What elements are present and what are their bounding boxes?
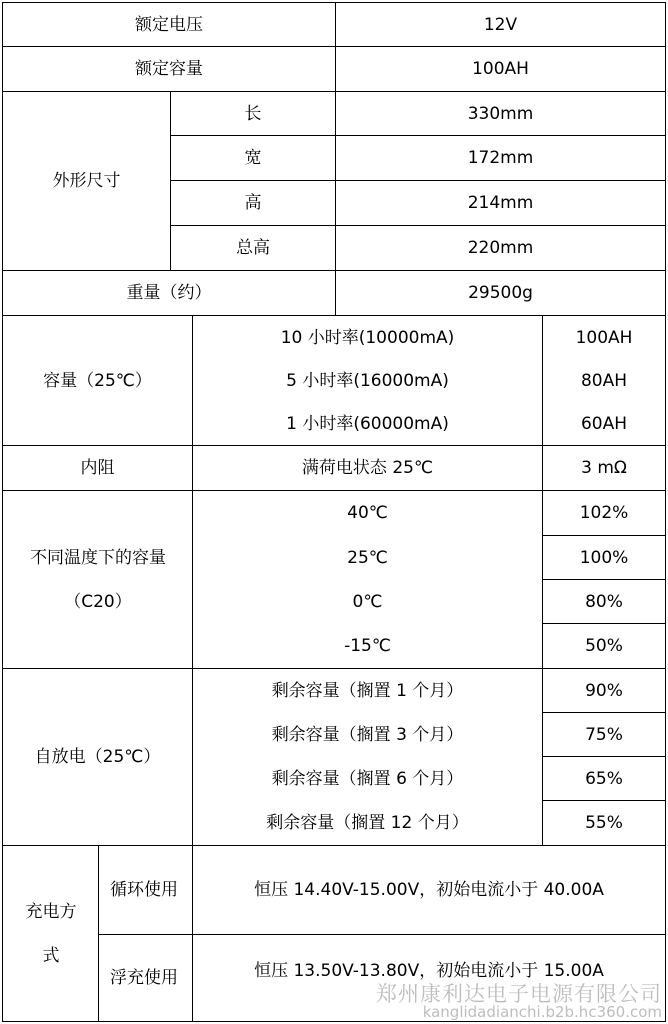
charging-mode: 浮充使用 — [110, 968, 178, 988]
discharge-rate: 5 小时率(16000mA) — [286, 370, 449, 391]
resistance-value: 3 mΩ — [581, 458, 627, 478]
rule — [665, 2, 666, 1022]
resistance-condition: 满荷电状态 25℃ — [301, 458, 434, 478]
watermark-url: kanglidadianchi.b2b.hc360.com — [422, 1003, 662, 1021]
discharge-rate: 1 小时率(60000mA) — [286, 413, 449, 434]
temperature-condition: -15℃ — [344, 636, 391, 656]
temperature-value: 50% — [585, 636, 623, 656]
dimension-value: 330mm — [467, 103, 534, 124]
voltage-value: 12V — [483, 14, 518, 35]
resistance-label: 内阻 — [80, 458, 115, 478]
self-discharge-value: 90% — [585, 680, 623, 701]
watermark-company: 郑州康利达电子电源有限公司 — [376, 982, 662, 1006]
capacity-value: 100AH — [472, 59, 529, 79]
temperature-label: 不同温度下的容量（C20） — [30, 547, 166, 612]
self-discharge-condition: 剩余容量（搁置 3 个月） — [271, 724, 464, 745]
self-discharge-condition: 剩余容量（搁置 12 个月） — [266, 813, 469, 833]
dimension-name: 总高 — [236, 238, 270, 258]
discharge-capacity: 60AH — [580, 413, 628, 434]
voltage-label: 额定电压 — [135, 14, 203, 35]
temperature-value: 102% — [579, 503, 629, 523]
temperature-condition: 0℃ — [352, 591, 383, 612]
dimension-value: 214mm — [467, 193, 534, 213]
charging-spec: 恒压 14.40V-15.00V，初始电流小于 40.00A — [254, 880, 604, 900]
temperature-value: 100% — [579, 547, 629, 568]
dimension-name: 长 — [244, 103, 262, 124]
temperature-value: 80% — [585, 591, 623, 612]
discharge-capacity: 100AH — [575, 327, 633, 348]
self-discharge-condition: 剩余容量（搁置 1 个月） — [271, 680, 464, 701]
weight-value: 29500g — [468, 283, 533, 303]
dimensions-label: 外形尺寸 — [52, 171, 121, 191]
capacity-label: 额定容量 — [135, 59, 203, 79]
dimension-name: 高 — [244, 193, 262, 213]
weight-label: 重量（约） — [126, 283, 212, 303]
self-discharge-condition: 剩余容量（搁置 6 个月） — [271, 768, 464, 789]
rule — [98, 845, 99, 1021]
discharge-capacity: 80AH — [580, 370, 628, 391]
self-discharge-value: 55% — [585, 813, 623, 833]
self-discharge-value: 75% — [585, 724, 623, 745]
capacity25-label: 容量（25℃） — [43, 370, 152, 391]
dimension-name: 宽 — [244, 148, 262, 168]
self-discharge-value: 65% — [585, 768, 623, 789]
charging-mode: 循环使用 — [110, 880, 178, 900]
self-discharge-label: 自放电（25℃） — [34, 747, 161, 767]
dimension-value: 172mm — [467, 148, 534, 168]
discharge-rate: 10 小时率(10000mA) — [280, 327, 455, 348]
charging-spec: 恒压 13.50V-13.80V，初始电流小于 15.00A — [254, 961, 604, 981]
temperature-condition: 25℃ — [347, 547, 388, 568]
dimension-value: 220mm — [467, 238, 534, 258]
charging-label: 充电方式 — [25, 901, 77, 966]
temperature-condition: 40℃ — [347, 503, 388, 523]
rule — [2, 1021, 666, 1022]
